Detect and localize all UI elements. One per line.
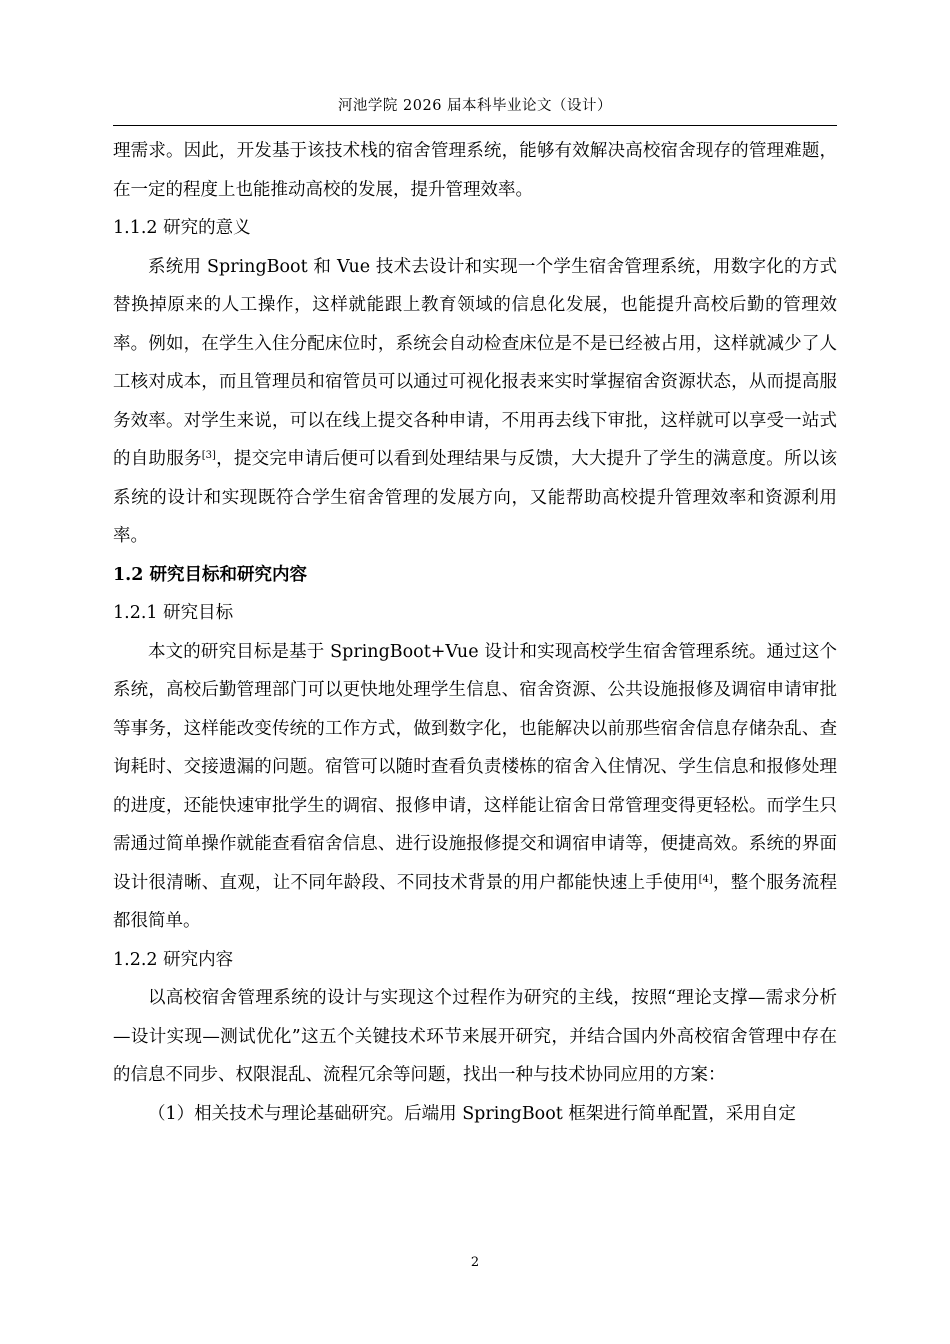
paragraph-objectives (113, 633, 837, 941)
paragraph-text: 系统用 SpringBoot 和 Vue 技术去设计和实现一个学生宿舍管理系统，用数字化的方式替换掉原来的人工操作，这样就能跟上教育领域的信息化发展，也能提升高校后勤的管理效率。例如，在学生入住分配床位时，系统会自动检查床位是不是已经被占用，这样就减少了人工核对成本，而且管理员和宿管员可以通过可视化报表来实时掌握宿舍资源状态，从而提高服务效率。对学生来说，可以在线上提交各种申请，不用再去线下审批，这样就可以享受一站式的自助服务 (113, 256, 837, 469)
section-heading-1-1-2: 1.1.2 研究的意义 (113, 218, 251, 238)
paragraph-significance (113, 248, 837, 556)
header-divider (113, 125, 837, 126)
paragraph-text: ，提交完申请后便可以看到处理结果与反馈，大大提升了学生的满意度。所以该系统的设计和实现既符合学生宿舍管理的发展方向，又能帮助高校提升管理效率和资源利用率。 (113, 449, 838, 546)
running-header: 河池学院 2026 届本科毕业论文（设计） (337, 98, 613, 114)
citation-ref: [4] (698, 873, 713, 885)
paragraph-content: 以高校宿舍管理系统的设计与实现这个过程作为研究的主线，按照“理论支撑—需求分析—设计实现—测试优化”这五个关键技术环节来展开研究，并结合国内外高校宿舍管理中存在的信息不同步、权限混乱、流程冗余等问题，找出一种与技术协同应用的方案： (113, 988, 837, 1085)
section-heading-1-2-1: 1.2.1 研究目标 (113, 603, 234, 623)
paragraph-text: 本文的研究目标是基于 SpringBoot+Vue 设计和实现高校学生宿舍管理系统。通过这个系统，高校后勤管理部门可以更快地处理学生信息、宿舍资源、公共设施报修及调宿申请审批等事务，这样能改变传统的工作方式，做到数字化，也能解决以前那些宿舍信息存储杂乱、查询耗时、交接遗漏的问题。宿管可以随时查看负责楼栋的宿舍入住情况、学生信息和报修处理的进度，还能快速审批学生的调宿、报修申请，这样能让宿舍日常管理变得更轻松。而学生只需通过简单操作就能查看宿舍信息、进行设施报修提交和调宿申请等，便捷高效。系统的界面设计很清晰、直观，让不同年龄段、不同技术背景的用户都能快速上手使用 (113, 641, 837, 893)
section-heading-1-2: 1.2 研究目标和研究内容 (113, 564, 308, 585)
section-heading-1-2-2: 1.2.2 研究内容 (113, 949, 234, 970)
paragraph-text: ，整个服务流程都很简单。 (113, 872, 838, 931)
page-number: 2 (470, 1255, 480, 1270)
citation-ref: [3] (201, 450, 216, 461)
paragraph-list-item-1: （1）相关技术与理论基础研究。后端用 SpringBoot 框架进行简单配置，采用自定 (148, 1103, 796, 1124)
body-text (113, 132, 837, 1133)
paragraph-continued: 理需求。因此，开发基于该技术栈的宿舍管理系统，能够有效解决高校宿舍现存的管理难题，在一定的程度上也能推动高校的发展，提升管理效率。 (113, 141, 837, 200)
